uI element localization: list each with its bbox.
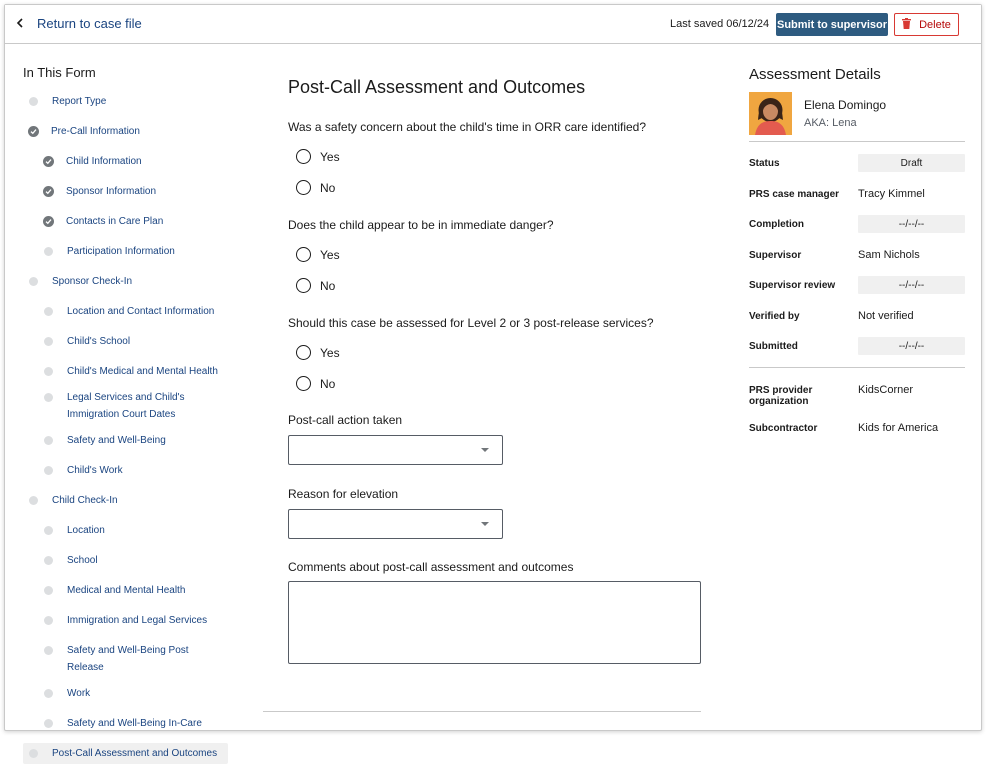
status-dot-icon [29, 277, 38, 286]
radio-circle-icon [296, 278, 311, 293]
nav-item-label: Participation Information [67, 246, 175, 257]
delete-label: Delete [919, 18, 951, 31]
nav-item-label: Contacts in Care Plan [66, 216, 164, 227]
radio-label: No [320, 278, 336, 293]
radio-circle-icon [296, 376, 311, 391]
check-circle-icon [43, 216, 54, 227]
return-link-label: Return to case file [37, 16, 142, 31]
supervisor-label: Supervisor [749, 250, 802, 261]
completion-label: Completion [749, 219, 804, 230]
nav-item[interactable] [23, 151, 228, 172]
check-circle-icon [43, 186, 54, 197]
level-assessment-question: Should this case be assessed for Level 2 or 3 post-release services? [288, 316, 654, 330]
nav-item-label: Child Information [66, 156, 142, 167]
last-saved-text: Last saved 06/12/24 [670, 18, 770, 30]
status-dot-icon [44, 689, 53, 698]
nav-item[interactable] [23, 241, 228, 262]
nav-item[interactable] [23, 91, 228, 112]
nav-item[interactable] [23, 271, 228, 292]
trash-icon [902, 18, 911, 32]
status-dot-icon [44, 436, 53, 445]
nav-item[interactable] [23, 121, 228, 142]
nav-item[interactable] [23, 743, 228, 764]
safety-concern-yes-radio[interactable] [296, 149, 340, 164]
radio-label: Yes [320, 345, 340, 360]
nav-item-label: Child's Medical and Mental Health [67, 366, 218, 377]
nav-item-label: Post-Call Assessment and Outcomes [52, 748, 218, 759]
nav-item[interactable] [23, 550, 228, 571]
status-dot-icon [44, 646, 53, 655]
delete-button[interactable] [894, 13, 959, 36]
nav-item-label: Location [67, 525, 105, 536]
supervisor-review-label: Supervisor review [749, 280, 836, 291]
verified-by-value: Not verified [858, 310, 914, 322]
check-circle-icon [28, 126, 39, 137]
details-divider [749, 367, 965, 368]
child-aka: AKA: Lena [804, 117, 857, 129]
immediate-danger-no-radio[interactable] [296, 278, 335, 293]
radio-circle-icon [296, 247, 311, 262]
check-circle-icon [43, 156, 54, 167]
radio-label: Yes [320, 149, 340, 164]
nav-item[interactable] [23, 301, 228, 322]
provider-org-value: KidsCorner [858, 384, 914, 396]
status-dot-icon [44, 526, 53, 535]
nav-item[interactable] [23, 713, 228, 734]
caret-down-icon [481, 522, 489, 526]
nav-item[interactable] [23, 520, 228, 541]
verified-by-label: Verified by [749, 311, 800, 322]
status-dot-icon [44, 556, 53, 565]
supervisor-review-value: --/--/-- [858, 276, 965, 294]
assessment-details-heading: Assessment Details [749, 66, 881, 83]
completion-value: --/--/-- [858, 215, 965, 233]
nav-item-label: Safety and Well-Being Post Release [67, 645, 189, 673]
nav-item[interactable] [23, 331, 228, 352]
nav-item[interactable] [23, 361, 228, 382]
details-divider [749, 141, 965, 142]
status-label: Status [749, 158, 780, 169]
comments-label: Comments about post-call assessment and outcomes [288, 560, 574, 574]
nav-item-label: Safety and Well-Being In-Care [67, 718, 202, 729]
nav-item-label: School [67, 555, 98, 566]
nav-item[interactable] [23, 430, 228, 451]
subcontractor-value: Kids for America [858, 422, 939, 434]
nav-item[interactable] [23, 460, 228, 481]
status-dot-icon [29, 496, 38, 505]
nav-item-label: Report Type [52, 96, 107, 107]
subcontractor-label: Subcontractor [749, 423, 818, 434]
nav-item-label: Location and Contact Information [67, 306, 215, 317]
status-dot-icon [44, 247, 53, 256]
radio-circle-icon [296, 345, 311, 360]
nav-item[interactable] [23, 683, 228, 704]
status-dot-icon [44, 466, 53, 475]
immediate-danger-yes-radio[interactable] [296, 247, 340, 262]
status-dot-icon [44, 719, 53, 728]
post-call-action-select[interactable] [288, 435, 503, 465]
submit-to-supervisor-button[interactable]: Submit to supervisor [776, 13, 888, 36]
nav-item-label: Immigration and Legal Services [67, 615, 208, 626]
nav-item-label: Safety and Well-Being [67, 435, 166, 446]
caret-down-icon [481, 448, 489, 452]
submitted-label: Submitted [749, 341, 798, 352]
case-manager-label: PRS case manager [749, 189, 840, 200]
child-name: Elena Domingo [804, 98, 887, 112]
submitted-value: --/--/-- [858, 337, 965, 355]
case-manager-value: Tracy Kimmel [858, 188, 925, 200]
page-title: Post-Call Assessment and Outcomes [288, 77, 586, 97]
radio-circle-icon [296, 149, 311, 164]
app-window [4, 4, 982, 759]
nav-item-label: Child Check-In [52, 495, 118, 506]
nav-item-label: Legal Services and Child's Immigration Court Dates [67, 392, 185, 420]
nav-item-label: Child's Work [67, 465, 123, 476]
top-bar [5, 5, 981, 44]
nav-item-label: Medical and Mental Health [67, 585, 186, 596]
nav-item[interactable] [23, 387, 228, 425]
level-assessment-no-radio[interactable] [296, 376, 335, 391]
nav-item[interactable] [23, 181, 228, 202]
provider-org-label: PRS provider organization [749, 385, 813, 407]
nav-item[interactable] [23, 610, 228, 631]
status-dot-icon [44, 393, 53, 402]
nav-item-label: Child's School [67, 336, 131, 347]
status-dot-icon [44, 586, 53, 595]
radio-circle-icon [296, 180, 311, 195]
status-dot-icon [44, 367, 53, 376]
nav-item[interactable] [23, 580, 228, 601]
nav-item-label: Sponsor Information [66, 186, 157, 197]
reason-for-elevation-label: Reason for elevation [288, 487, 399, 501]
post-call-action-label: Post-call action taken [288, 413, 403, 427]
status-dot-icon [44, 337, 53, 346]
supervisor-value: Sam Nichols [858, 249, 920, 261]
form-section-nav [23, 91, 228, 764]
status-dot-icon [29, 97, 38, 106]
in-this-form-heading: In This Form [23, 65, 96, 80]
status-dot-icon [44, 307, 53, 316]
form-bottom-divider [263, 711, 701, 712]
radio-label: No [320, 376, 336, 391]
avatar [749, 92, 792, 135]
chevron-left-icon [15, 16, 25, 31]
safety-concern-no-radio[interactable] [296, 180, 335, 195]
nav-item[interactable] [23, 211, 228, 232]
status-dot-icon [44, 616, 53, 625]
safety-concern-question: Was a safety concern about the child's time in ORR care identified? [288, 120, 647, 134]
comments-textarea[interactable] [288, 581, 701, 664]
nav-item[interactable] [23, 640, 228, 678]
immediate-danger-question: Does the child appear to be in immediate danger? [288, 218, 554, 232]
status-dot-icon [29, 749, 38, 758]
nav-item-label: Sponsor Check-In [52, 276, 133, 287]
status-badge: Draft [858, 154, 965, 172]
return-to-case-file-link[interactable] [15, 16, 142, 31]
nav-item-label: Pre-Call Information [51, 126, 140, 137]
radio-label: No [320, 180, 336, 195]
radio-label: Yes [320, 247, 340, 262]
nav-item[interactable] [23, 490, 228, 511]
reason-for-elevation-select[interactable] [288, 509, 503, 539]
level-assessment-yes-radio[interactable] [296, 345, 340, 360]
nav-item-label: Work [67, 688, 91, 699]
